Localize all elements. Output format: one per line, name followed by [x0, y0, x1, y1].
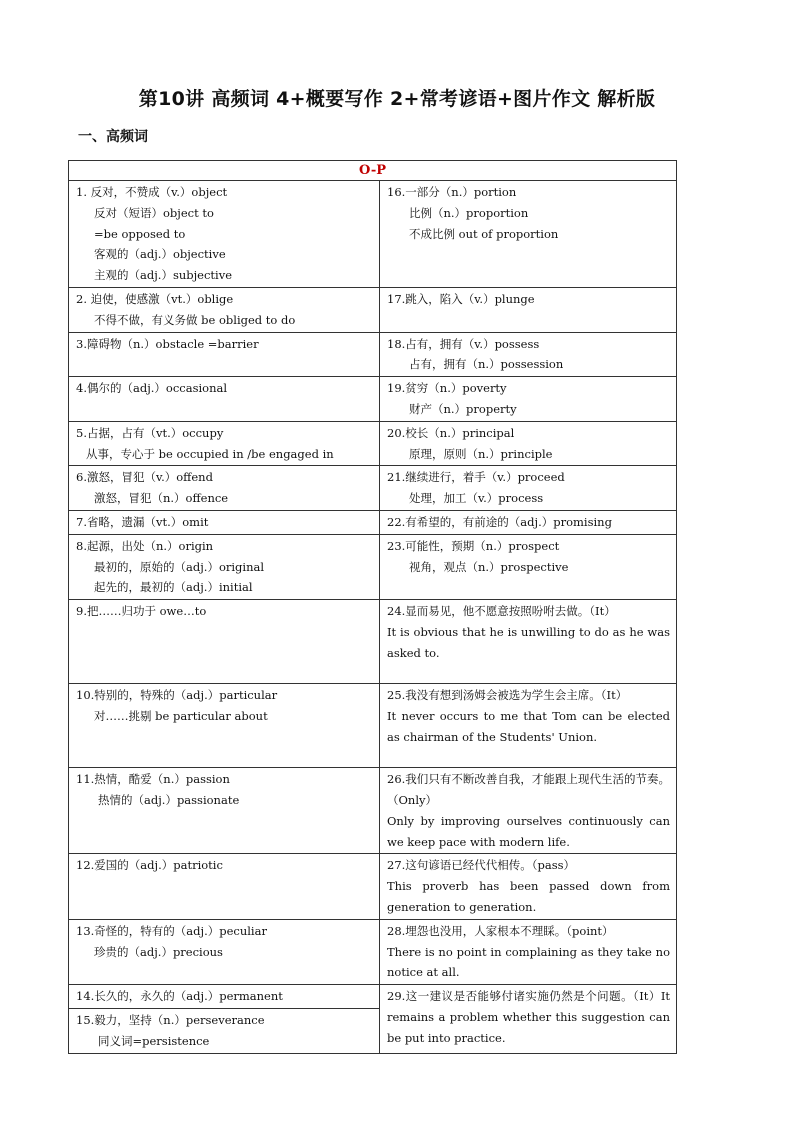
entry-line: 客观的（adj.）objective — [94, 247, 226, 262]
entry-line: 财产（n.）property — [409, 401, 517, 416]
table-cell — [69, 287, 380, 332]
table-cell — [380, 332, 677, 377]
vocabulary-table — [68, 160, 677, 1054]
entry-translation: Only by improving ourselves continuously can we keep pace with modern life. — [387, 813, 671, 849]
entry-line: 占有，拥有（n.）possession — [409, 357, 564, 372]
table-cell — [380, 985, 677, 1053]
entry-line: 主观的（adj.）subjective — [94, 268, 233, 283]
entry-translation: This proverb has been passed down from generation to generation. — [387, 879, 671, 914]
entry-line: 热情的（adj.）passionate — [98, 792, 240, 807]
table-cell — [69, 421, 380, 466]
entry-line: 同义词=persistence — [98, 1033, 210, 1048]
entry-line: 6.激怒，冒犯（v.）offend — [76, 470, 213, 485]
table-cell — [69, 854, 380, 919]
table-cell — [380, 181, 677, 288]
entry-line: 27.这句谚语已经代代相传。（pass） — [387, 858, 576, 873]
table-cell — [69, 510, 380, 534]
entry-line: 14.长久的，永久的（adj.）permanent — [76, 989, 283, 1004]
table-cell — [69, 332, 380, 377]
table-header: O-P — [69, 161, 677, 181]
table-cell — [380, 854, 677, 919]
table-cell — [69, 377, 380, 422]
table-cell — [380, 421, 677, 466]
entry-line: 10.特别的，特殊的（adj.）particular — [76, 688, 278, 703]
table-cell — [69, 181, 380, 288]
entry-line: 19.贫穷（n.）poverty — [387, 381, 507, 396]
entry-line: 12.爱国的（adj.）patriotic — [76, 858, 223, 873]
table-row — [69, 534, 677, 599]
section-heading: 一、高频词 — [78, 129, 148, 145]
entry-line: 17.跳入，陷入（v.）plunge — [387, 291, 535, 306]
entry-line: 比例（n.）proportion — [409, 205, 529, 220]
table-row — [69, 421, 677, 466]
entry-translation: There is no point in complaining as they take no notice at all. — [387, 944, 671, 980]
entry-line: =be opposed to — [94, 226, 186, 241]
entry-line: 不成比例 out of proportion — [409, 226, 559, 241]
entry-line: 从事，专心于 be occupied in /be engaged in — [86, 446, 334, 461]
entry-line: 2. 迫使，使感激（vt.）oblige — [76, 291, 234, 306]
table-row — [69, 684, 677, 768]
entry-line: 15.毅力，坚持（n.）perseverance — [76, 1012, 265, 1027]
entry-line: 29.这一建议是否能够付诸实施仍然是个问题。（It）It remains a problem whether this suggestion can be put into practice. — [387, 989, 671, 1045]
entry-line: 18.占有，拥有（v.）possess — [387, 336, 540, 351]
table-cell — [69, 1008, 380, 1053]
entry-line: 13.奇怪的，特有的（adj.）peculiar — [76, 923, 267, 938]
entry-line: 最初的，原始的（adj.）original — [94, 559, 265, 574]
table-cell — [380, 684, 677, 768]
table-cell — [380, 919, 677, 984]
entry-line: 24.显而易见，他不愿意按照吩咐去做。（It） — [387, 604, 616, 619]
table-row — [69, 768, 677, 854]
table-cell — [380, 466, 677, 511]
table-cell — [380, 287, 677, 332]
page-title: 第10讲 高频词 4+概要写作 2+常考谚语+图片作文 解析版 — [138, 88, 656, 110]
entry-line: 8.起源，出处（n.）origin — [76, 538, 214, 553]
table-cell — [380, 600, 677, 684]
table-cell — [380, 768, 677, 854]
table-row — [69, 985, 677, 1009]
table-header-row — [69, 161, 677, 181]
entry-line: 视角，观点（n.）prospective — [409, 559, 569, 574]
table-row — [69, 377, 677, 422]
entry-line: 起先的，最初的（adj.）initial — [94, 580, 253, 595]
entry-line: 5.占据，占有（vt.）occupy — [76, 425, 224, 440]
table-row — [69, 466, 677, 511]
entry-line: 21.继续进行，着手（v.）proceed — [387, 470, 565, 485]
entry-line: 11.热情，酷爱（n.）passion — [76, 772, 230, 787]
entry-line: 28.埋怨也没用，人家根本不理睬。（point） — [387, 923, 614, 938]
entry-line: 20.校长（n.）principal — [387, 425, 515, 440]
entry-line: 23.可能性，预期（n.）prospect — [387, 538, 560, 553]
entry-line: 16.一部分（n.）portion — [387, 185, 517, 199]
entry-line: 珍贵的（adj.）precious — [94, 944, 223, 959]
table-row — [69, 600, 677, 684]
table-row — [69, 854, 677, 919]
entry-line: 反对（短语）object to — [94, 205, 214, 220]
table-cell — [69, 919, 380, 984]
table-row — [69, 181, 677, 288]
entry-line: 激怒，冒犯（n.）offence — [94, 491, 229, 506]
entry-translation: It is obvious that he is unwilling to do as he was asked to. — [387, 624, 671, 660]
table-row — [69, 287, 677, 332]
table-cell — [380, 510, 677, 534]
entry-line: 25.我没有想到汤姆会被选为学生会主席。（It） — [387, 688, 628, 703]
table-cell — [69, 600, 380, 684]
entry-line: 4.偶尔的（adj.）occasional — [76, 381, 228, 396]
entry-line: 3.障碍物（n.）obstacle =barrier — [76, 336, 259, 351]
entry-line: 对……挑剔 be particular about — [94, 708, 268, 723]
table-cell — [69, 534, 380, 599]
entry-line: 1. 反对，不赞成（v.）object — [76, 185, 228, 199]
entry-line: 9.把……归功于 owe…to — [76, 604, 207, 619]
table-cell — [69, 985, 380, 1009]
entry-line: 22.有希望的，有前途的（adj.）promising — [387, 514, 612, 529]
table-cell — [380, 534, 677, 599]
entry-line: 处理，加工（v.）process — [409, 491, 544, 506]
table-row — [69, 332, 677, 377]
entry-line: 7.省略，遗漏（vt.）omit — [76, 514, 209, 529]
table-row — [69, 919, 677, 984]
entry-line: 原理，原则（n.）principle — [409, 446, 553, 461]
table-cell — [69, 768, 380, 854]
entry-line: 不得不做，有义务做 be obliged to do — [94, 312, 296, 327]
table-row — [69, 510, 677, 534]
table-cell — [380, 377, 677, 422]
entry-translation: It never occurs to me that Tom can be elected as chairman of the Students' Union. — [387, 708, 671, 744]
table-cell — [69, 684, 380, 768]
table-cell — [69, 466, 380, 511]
entry-line: 26.我们只有不断改善自我，才能跟上现代生活的节奏。（Only） — [387, 772, 671, 807]
